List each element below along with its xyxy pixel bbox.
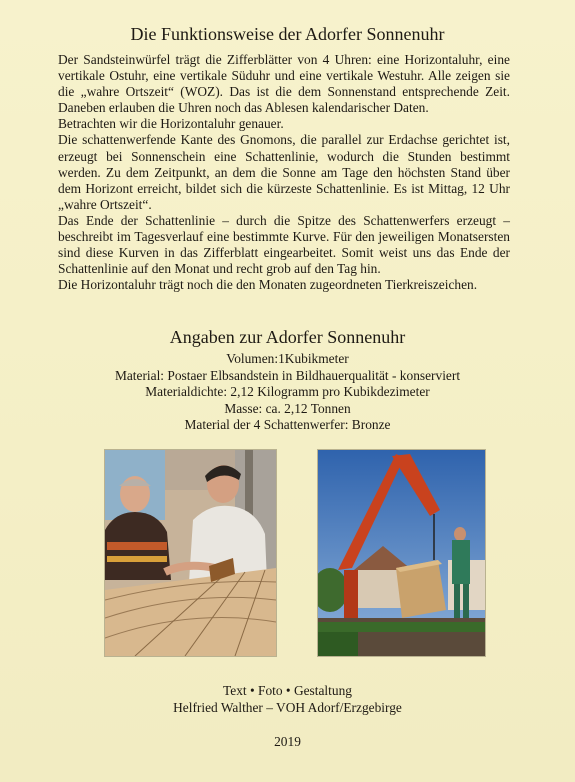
spec-line: Material: Postaer Elbsandstein in Bildhauerqualität - konserviert bbox=[114, 367, 461, 383]
page-title: Die Funktionsweise der Adorfer Sonnenuhr bbox=[130, 24, 445, 44]
spec-line: Masse: ca. 2,12 Tonnen bbox=[224, 400, 351, 416]
year: 2019 bbox=[274, 734, 301, 749]
photo-sundial-dial-illustration bbox=[105, 450, 276, 656]
section-title: Angaben zur Adorfer Sonnenuhr bbox=[169, 327, 406, 347]
photo-sundial-dial bbox=[104, 449, 277, 657]
spec-line: Volumen:1Kubikmeter bbox=[226, 351, 349, 366]
paragraph: Der Sandsteinwürfel trägt die Zifferblätter von 4 Uhren: eine Horizontaluhr, eine vertikale Ostuhr, eine vertikale Süduhr und eine vertikale Westuhr. Alle zeigen sie die „wahre Ortszeit“ (WOZ). Das ist die dem Sonnenstand entsprechende Zeit. Daneben erlauben die Uhren noch das Ablesen kalendarischer Daten. bbox=[58, 52, 510, 116]
paragraph: Die schattenwerfende Kante des Gnomons, die parallel zur Erdachse gerichtet ist, erzeugt bei Sonnenschein eine Schattenlinie, wodurch die Stunden bestimmt werden. Zu dem Zeitpunkt, an dem die Sonne am Tage den höchsten Stand über dem Horizont erreicht, bildet sich die kürzeste Schattenlinie. Es ist Mittag, 12 Uhr „wahre Ortszeit“. bbox=[58, 132, 510, 212]
photo-crane-lifting-cube bbox=[317, 449, 486, 657]
paragraph: Betrachten wir die Horizontaluhr genauer. bbox=[58, 116, 284, 132]
paragraph: Die Horizontaluhr trägt noch die den Monaten zugeordneten Tierkreiszeichen. bbox=[58, 277, 478, 293]
spec-line: Materialdichte: 2,12 Kilogramm pro Kubikdezimeter bbox=[145, 384, 430, 399]
author-line: Helfried Walther – VOH Adorf/Erzgebirge bbox=[173, 700, 402, 715]
body-text bbox=[58, 52, 510, 293]
spec-line: Material der 4 Schattenwerfer: Bronze bbox=[184, 417, 391, 432]
credits-line: Text • Foto • Gestaltung bbox=[223, 683, 352, 698]
specs-list bbox=[0, 351, 575, 434]
paragraph: Das Ende der Schattenlinie – durch die Spitze des Schattenwerfers erzeugt – beschreibt im Tagesverlauf eine bestimmte Kurve. Für den jeweiligen Monatsersten sind diese Kurven in das Zifferblatt eingearbeitet. Somit weist uns das Ende der Schattenlinie auf den Monat und recht grob auf den Tag hin. bbox=[58, 212, 510, 277]
footer-credits bbox=[0, 682, 575, 716]
photo-crane-illustration bbox=[318, 450, 485, 656]
